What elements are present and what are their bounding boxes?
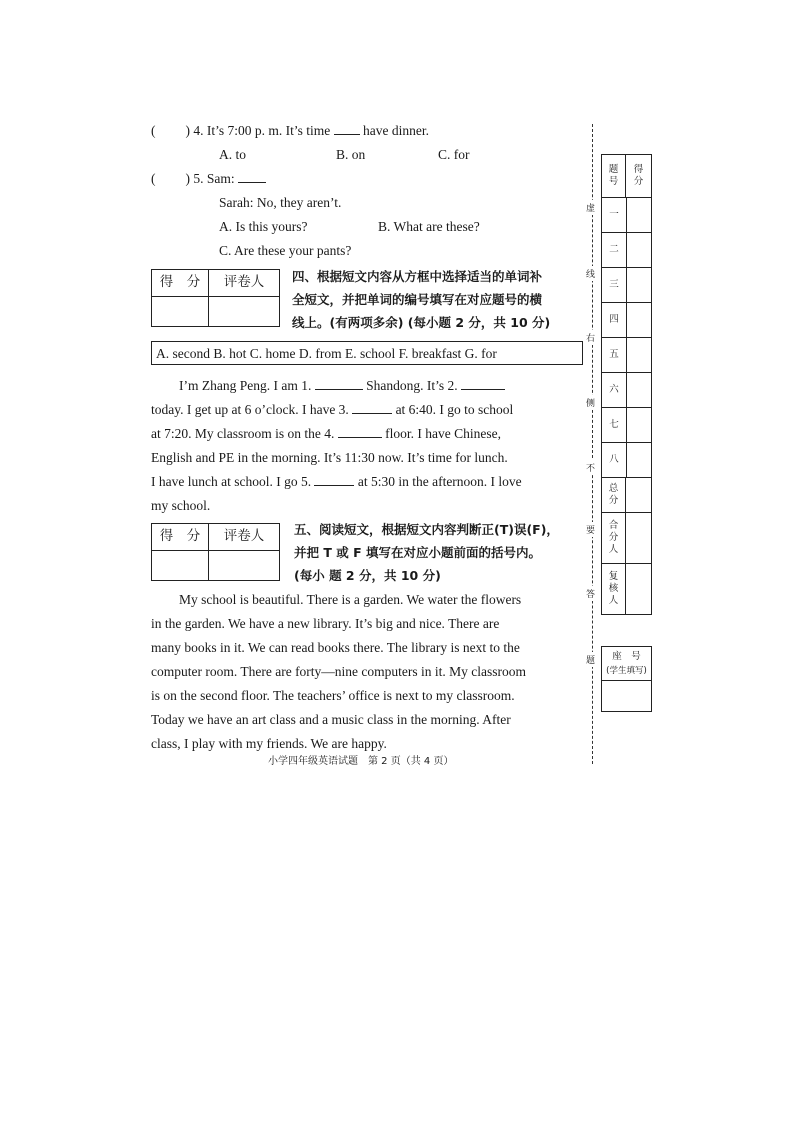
passage-line-5: I have lunch at school. I go 5. at 5:30 in the afternoon. I love (151, 474, 522, 489)
section5-heading-line3: (每小 题 2 分，共 10 分) (294, 568, 441, 583)
q4-option-c: C. for (438, 147, 470, 162)
section5-heading-line1: 五、阅读短文，根据短文内容判断正(T)误(F)， (294, 522, 559, 537)
side-score-cell[interactable] (627, 338, 651, 372)
section4-passage (151, 374, 522, 518)
seat-number-label: 座 号 (学生填写) (602, 647, 651, 681)
q5-line (151, 171, 266, 187)
binding-char-8: 题 (586, 652, 595, 667)
binding-char-5: 不 (586, 460, 595, 475)
grader-input[interactable] (209, 297, 279, 326)
section4-heading-line2: 全短文，并把单词的编号填写在对应题号的横 (292, 292, 543, 307)
binding-dashed-line (592, 124, 593, 764)
section4-heading-line1: 四、根据短文内容从方框中选择适当的单词补 (292, 269, 543, 284)
passage-line-1: I’m Zhang Peng. I am 1. Shandong. It’s 2. (151, 374, 522, 398)
seat-number-input[interactable] (602, 681, 651, 711)
q4-paren-close: ) (185, 123, 190, 138)
reading-line-3: many books in it. We can read books there. The library is next to the (151, 640, 520, 655)
page-footer: 小学四年级英语试题 第 2 页（共 4 页） (268, 756, 454, 767)
binding-char-7: 答 (586, 586, 595, 601)
grader-label: 评卷人 (209, 270, 279, 297)
side-score-cell[interactable] (627, 233, 651, 267)
reading-line-6: Today we have an art class and a music class in the morning. After (151, 712, 511, 727)
side-score-cell[interactable] (627, 268, 651, 302)
score-input[interactable] (152, 551, 209, 580)
q4-stem-before: It’s 7:00 p. m. It’s time (206, 123, 331, 138)
side-row: 六 (602, 373, 651, 408)
score-label: 得 分 (152, 524, 209, 551)
q5-paren-close: ) (185, 171, 190, 186)
blank-1[interactable] (315, 389, 363, 390)
side-score-cell[interactable] (627, 198, 651, 232)
score-box-section4 (151, 269, 280, 327)
grader-label: 评卷人 (209, 524, 279, 551)
side-row: 三 (602, 268, 651, 303)
score-label: 得 分 (152, 270, 209, 297)
section4-heading-line3: 线上。(有两项多余) (每小题 2 分，共 10 分) (292, 315, 551, 330)
side-row-reviewer: 复核人 (602, 564, 651, 614)
q4-line (151, 123, 429, 139)
score-input[interactable] (152, 297, 209, 326)
binding-char-6: 要 (586, 522, 595, 537)
q5-line2: Sarah: No, they aren’t. (219, 195, 342, 210)
side-table-header (602, 155, 651, 198)
q5-line1: Sam: (206, 171, 235, 186)
q4-paren-open: ( (151, 123, 156, 138)
passage-line-4: English and PE in the morning. It’s 11:30 now. It’s time for lunch. (151, 450, 508, 465)
binding-char-3: 右 (586, 330, 595, 345)
side-score-cell[interactable] (627, 373, 651, 407)
binding-char-1: 虚 (586, 200, 595, 215)
side-score-cell[interactable] (626, 564, 651, 614)
reading-line-1: My school is beautiful. There is a garden. We water the flowers (179, 592, 522, 607)
section5-passage (151, 588, 526, 756)
q5-option-b: B. What are these? (378, 219, 480, 234)
passage-line-2: today. I get up at 6 o’clock. I have 3. at 6:40. I go to school (151, 402, 514, 417)
blank-3[interactable] (352, 413, 392, 414)
side-score-cell[interactable] (626, 478, 651, 512)
blank-2[interactable] (461, 389, 505, 390)
blank-5[interactable] (314, 485, 354, 486)
reading-line-2: in the garden. We have a new library. It’s big and nice. There are (151, 616, 500, 631)
side-row: 七 (602, 408, 651, 443)
grader-input[interactable] (209, 551, 279, 580)
side-score-cell[interactable] (627, 443, 651, 477)
q4-option-b: B. on (336, 147, 366, 162)
side-header-number: 题号 (602, 155, 626, 197)
side-row: 二 (602, 233, 651, 268)
side-header-score: 得分 (633, 164, 644, 187)
q4-option-a: A. to (219, 147, 246, 162)
reading-line-7: class, I play with my friends. We are happy. (151, 736, 387, 751)
q5-blank[interactable] (238, 182, 266, 183)
passage-line-3: at 7:20. My classroom is on the 4. floor. I have Chinese, (151, 426, 501, 441)
blank-4[interactable] (338, 437, 382, 438)
q4-blank[interactable] (334, 134, 360, 135)
side-score-cell[interactable] (627, 408, 651, 442)
side-row: 一 (602, 198, 651, 233)
reading-line-4: computer room. There are forty—nine computers in it. My classroom (151, 664, 527, 679)
q4-number: 4. (193, 123, 204, 138)
section5-heading (294, 518, 559, 587)
section5-heading-line2: 并把 T 或 F 填写在对应小题前面的括号内。 (294, 545, 541, 560)
side-row-total: 总分 (602, 478, 651, 513)
q5-number: 5. (193, 171, 204, 186)
q5-option-a: A. Is this yours? (219, 219, 308, 234)
side-row: 四 (602, 303, 651, 338)
side-row-adder: 合分人 (602, 513, 651, 564)
section4-heading (292, 265, 550, 334)
q4-stem-after: have dinner. (363, 123, 429, 138)
passage-line-6: my school. (151, 498, 211, 513)
binding-char-2: 线 (586, 266, 595, 281)
score-box-section5 (151, 523, 280, 581)
seat-number-box (601, 646, 652, 712)
side-score-cell[interactable] (626, 513, 651, 563)
side-row: 八 (602, 443, 651, 478)
q5-paren-open: ( (151, 171, 156, 186)
word-box: A. second B. hot C. home D. from E. school F. breakfast G. for (151, 341, 583, 365)
q5-option-c: C. Are these your pants? (219, 243, 352, 258)
side-score-cell[interactable] (627, 303, 651, 337)
binding-char-4: 侧 (586, 395, 595, 410)
side-row: 五 (602, 338, 651, 373)
side-score-table (601, 154, 652, 615)
reading-line-5: is on the second floor. The teachers’ office is next to my classroom. (151, 688, 515, 703)
